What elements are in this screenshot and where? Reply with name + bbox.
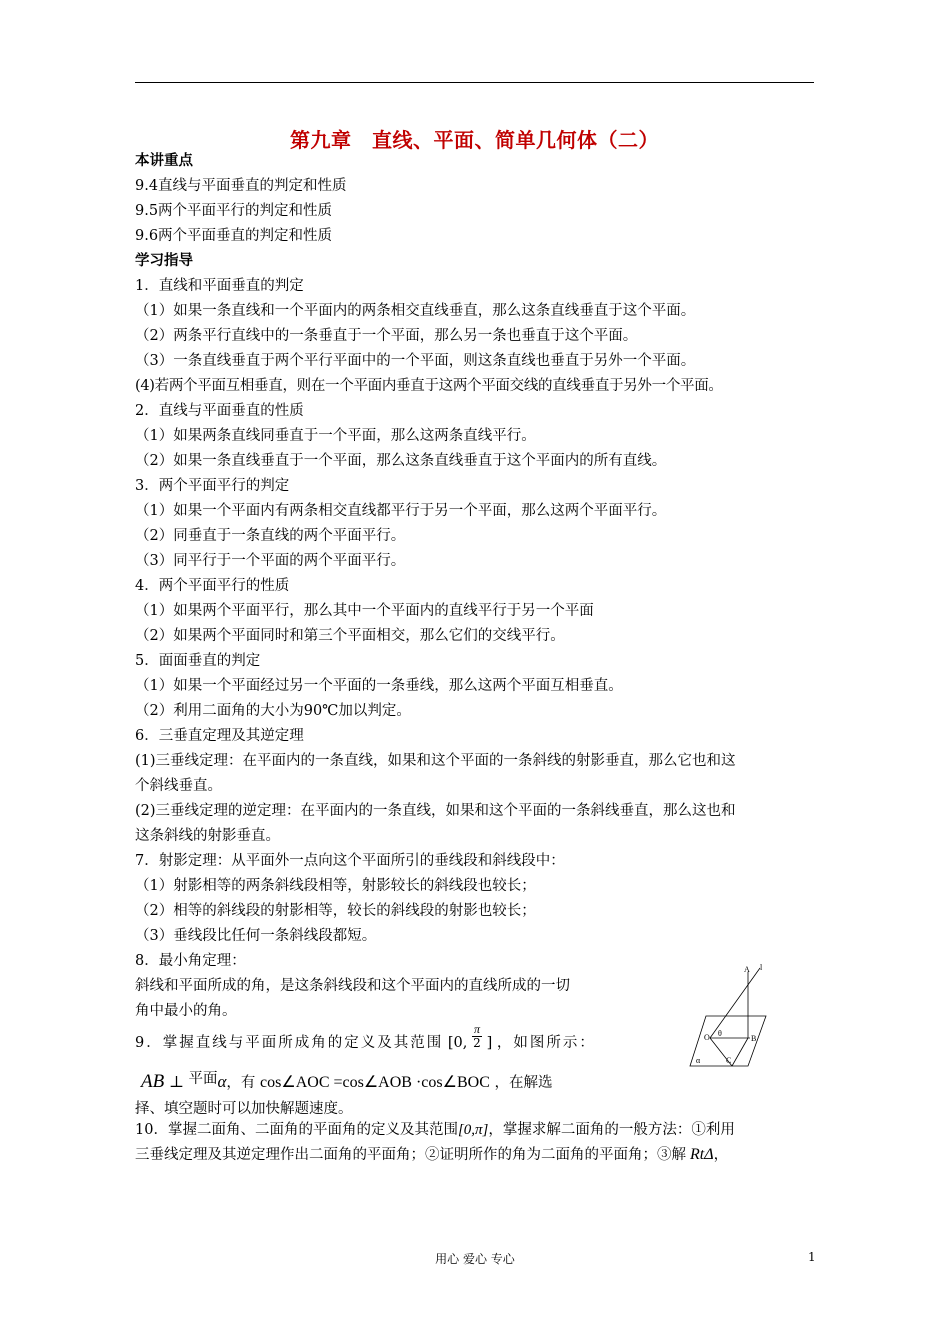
focus-item: 9.6两个平面垂直的判定和性质	[135, 228, 333, 244]
list-item: (4)若两个平面互相垂直，则在一个平面内垂直于这两个平面交线的直线垂直于另外一个平面。	[135, 378, 723, 394]
section-heading: 6．三垂直定理及其逆定理	[135, 728, 304, 744]
list-item: （2）如果一条直线垂直于一个平面，那么这条直线垂直于这个平面内的所有直线。	[135, 453, 667, 469]
list-item: 择、填空题时可以加快解题速度。	[135, 1101, 353, 1117]
list-item: （2）利用二面角的大小为90℃加以判定。	[135, 703, 411, 719]
section-9-line	[135, 1021, 596, 1052]
section-9-formula-line	[135, 1070, 552, 1092]
label-c: C	[726, 1056, 732, 1065]
section-10-text: 三垂线定理及其逆定理作出二面角的平面角；②证明所作的角为二面角的平面角；③解	[135, 1147, 686, 1163]
heading-focus: 本讲重点	[135, 153, 193, 169]
list-item: (2)三垂线定理的逆定理：在平面内的一条直线，如果和这个平面的一条斜线垂直，那么这也和	[135, 803, 736, 819]
perp-symbol: ⊥	[168, 1072, 184, 1091]
focus-item: 9.5两个平面平行的判定和性质	[135, 203, 333, 219]
section-10-line2	[135, 1146, 728, 1164]
geometry-figure	[688, 962, 770, 1074]
comma: ，	[713, 1147, 729, 1163]
list-item: 角中最小的角。	[135, 1003, 237, 1019]
fraction	[472, 1023, 482, 1050]
list-item: （2）两条平行直线中的一条垂直于一个平面，那么另一条也垂直于这个平面。	[135, 328, 638, 344]
list-item: 斜线和平面所成的角，是这条斜线段和这个平面内的直线所成的一切	[135, 978, 570, 994]
plane-word: 平面	[188, 1071, 218, 1087]
focus-item: 9.4直线与平面垂直的判定和性质	[135, 178, 347, 194]
label-b: B	[751, 1034, 757, 1043]
list-item: （2）如果两个平面同时和第三个平面相交，那么它们的交线平行。	[135, 628, 565, 644]
chapter-title: 第九章 直线、平面、简单几何体（二）	[290, 128, 659, 152]
range-close: ]	[486, 1035, 493, 1051]
section-heading: 1．直线和平面垂直的判定	[135, 278, 304, 294]
fraction-denominator: 2	[473, 1035, 481, 1050]
page-number: 1	[808, 1250, 816, 1264]
you-word: ，有	[226, 1075, 256, 1091]
list-item: （1）如果两个平面平行，那么其中一个平面内的直线平行于另一个平面	[135, 603, 594, 619]
list-item: （3）一条直线垂直于两个平行平面中的一个平面，则这条直线也垂直于另外一个平面。	[135, 353, 696, 369]
list-item: (1)三垂线定理：在平面内的一条直线，如果和这个平面的一条斜线的射影垂直，那么它也和这	[135, 753, 736, 769]
list-item: （1）如果一条直线和一个平面内的两条相交直线垂直，那么这条直线垂直于这个平面。	[135, 303, 696, 319]
rt-triangle: RtΔ	[690, 1146, 714, 1163]
alpha-symbol: α	[217, 1072, 227, 1091]
section-heading: 8．最小角定理：	[135, 953, 246, 969]
list-item: （1）如果一个平面内有两条相交直线都平行于另一个平面，那么这两个平面平行。	[135, 503, 667, 519]
section-10-line	[135, 1121, 735, 1139]
label-o: O	[704, 1033, 710, 1042]
list-item: （1）射影相等的两条斜线段相等，射影较长的斜线段也较长；	[135, 878, 536, 894]
label-l: l	[760, 963, 763, 972]
list-item: （1）如果一个平面经过另一个平面的一条垂线，那么这两个平面互相垂直。	[135, 678, 623, 694]
list-item: 这条斜线的射影垂直。	[135, 828, 280, 844]
label-alpha: α	[696, 1056, 701, 1065]
section-heading: 2．直线与平面垂直的性质	[135, 403, 304, 419]
label-a: A	[744, 965, 750, 974]
section-heading: 7．射影定理：从平面外一点向这个平面所引的垂线段和斜线段中：	[135, 853, 565, 869]
section-9-after: ，如图所示：	[496, 1035, 596, 1051]
list-item: （2）同垂直于一条直线的两个平面平行。	[135, 528, 406, 544]
section-9-text: 9．掌握直线与平面所成角的定义及其范围	[135, 1035, 444, 1051]
section-heading: 5．面面垂直的判定	[135, 653, 261, 669]
list-item: （1）如果两条直线同垂直于一个平面，那么这两条直线平行。	[135, 428, 536, 444]
range-open: [0,	[447, 1035, 468, 1051]
section-heading: 3．两个平面平行的判定	[135, 478, 290, 494]
ab-symbol: AB	[141, 1071, 165, 1092]
label-theta: θ	[718, 1029, 722, 1038]
heading-guide: 学习指导	[135, 253, 193, 269]
section-10-text: 10．掌握二面角、二面角的平面角的定义及其范围	[135, 1122, 458, 1138]
header-rule	[135, 82, 814, 83]
oblique-line	[710, 968, 760, 1038]
section-10-text-b: ，掌握求解二面角的一般方法：①利用	[488, 1122, 735, 1138]
cos-formula: cos∠AOC =cos∠AOB ·cos∠BOC	[260, 1074, 490, 1091]
section-heading: 4．两个平面平行的性质	[135, 578, 290, 594]
range-pi: [0,π]	[457, 1122, 489, 1138]
list-item: 个斜线垂直。	[135, 778, 222, 794]
section-9-tail: ，在解选	[494, 1075, 553, 1091]
page-footer: 用心 爱心 专心	[435, 1252, 515, 1266]
plane-line-2	[732, 1038, 748, 1066]
list-item: （2）相等的斜线段的射影相等，较长的斜线段的射影也较长；	[135, 903, 536, 919]
list-item: （3）同平行于一个平面的两个平面平行。	[135, 553, 406, 569]
list-item: （3）垂线段比任何一条斜线段都短。	[135, 928, 377, 944]
fraction-numerator: π	[473, 1021, 480, 1036]
